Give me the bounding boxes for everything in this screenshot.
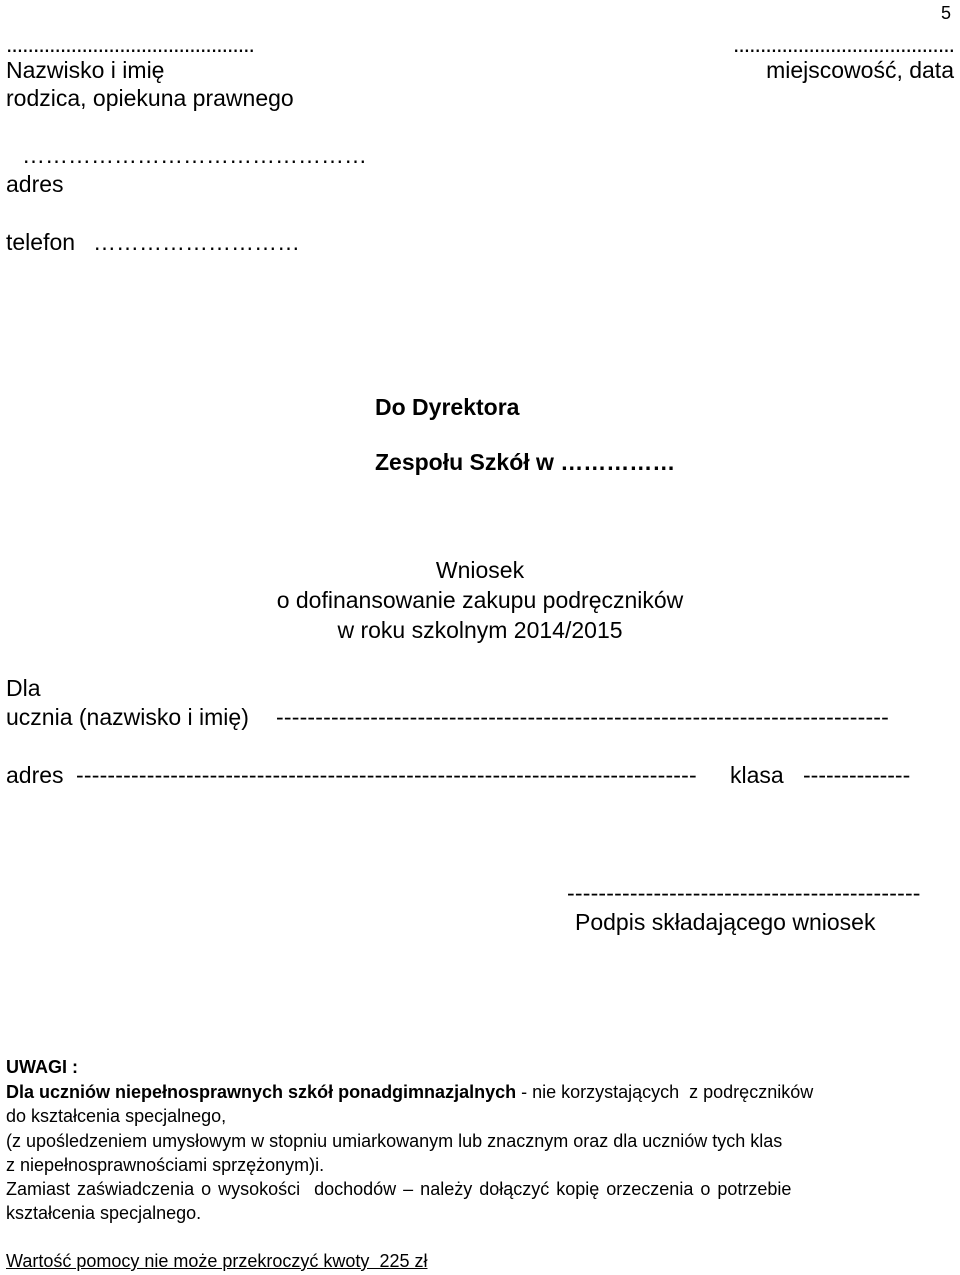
student-field[interactable]: ------------------------------------------------------------------------------ xyxy=(276,704,890,730)
phone-dots: ……………………… xyxy=(93,229,300,255)
form-address-label: adres xyxy=(6,762,64,788)
student-label: ucznia (nazwisko i imię) xyxy=(6,704,249,730)
page-number: 5 xyxy=(941,3,952,23)
address-dots: ……………………………………… xyxy=(22,142,367,168)
notes-paragraph1-line1 xyxy=(6,1083,813,1101)
for-label: Dla xyxy=(6,675,41,701)
notes-bold-text: Dla uczniów niepełnosprawnych szkół ponadgimnazjalnych xyxy=(6,1082,517,1102)
notes-rest-text: - nie korzystających z podręczników xyxy=(516,1082,814,1102)
addressee-line1: Do Dyrektora xyxy=(375,394,520,420)
signature-label: Podpis składającego wniosek xyxy=(575,909,876,935)
notes-paragraph1-line3: (z upośledzeniem umysłowym w stopniu umiarkowanym lub znacznym oraz dla uczniów tych klas xyxy=(6,1131,783,1151)
place-date-label: miejscowość, data xyxy=(766,57,954,83)
title-line3: w roku szkolnym 2014/2015 xyxy=(337,617,623,643)
notes-paragraph1-line4: z niepełnosprawnościami sprzężonym)i. xyxy=(6,1155,325,1175)
phone-label: telefon xyxy=(6,229,76,255)
name-dots: .............................................. xyxy=(6,31,254,57)
place-date-dots: ......................................... xyxy=(733,31,954,57)
title-line2: o dofinansowanie zakupu podręczników xyxy=(276,587,684,613)
notes-heading: UWAGI : xyxy=(6,1057,78,1077)
class-label: klasa xyxy=(730,762,784,788)
class-field[interactable]: -------------- xyxy=(803,762,911,788)
notes-paragraph2-line1: Zamiast zaświadczenia o wysokości dochodów – należy dołączyć kopię orzeczenia o potrzebie xyxy=(6,1179,792,1199)
notes-paragraph1-line2: do kształcenia specjalnego, xyxy=(6,1106,227,1126)
title-line1: Wniosek xyxy=(435,557,525,583)
notes-paragraph2-line2: kształcenia specjalnego. xyxy=(6,1203,202,1223)
signature-line[interactable]: --------------------------------------------- xyxy=(567,880,921,906)
addressee-line2: Zespołu Szkół w …………… xyxy=(375,449,676,475)
parent-label: rodzica, opiekuna prawnego xyxy=(6,85,294,111)
max-amount-note: Wartość pomocy nie może przekroczyć kwoty 225 zł xyxy=(6,1251,428,1271)
form-address-field[interactable]: ------------------------------------------------------------------------------- xyxy=(76,762,697,788)
address-label: adres xyxy=(6,171,64,197)
name-label: Nazwisko i imię xyxy=(6,57,165,83)
